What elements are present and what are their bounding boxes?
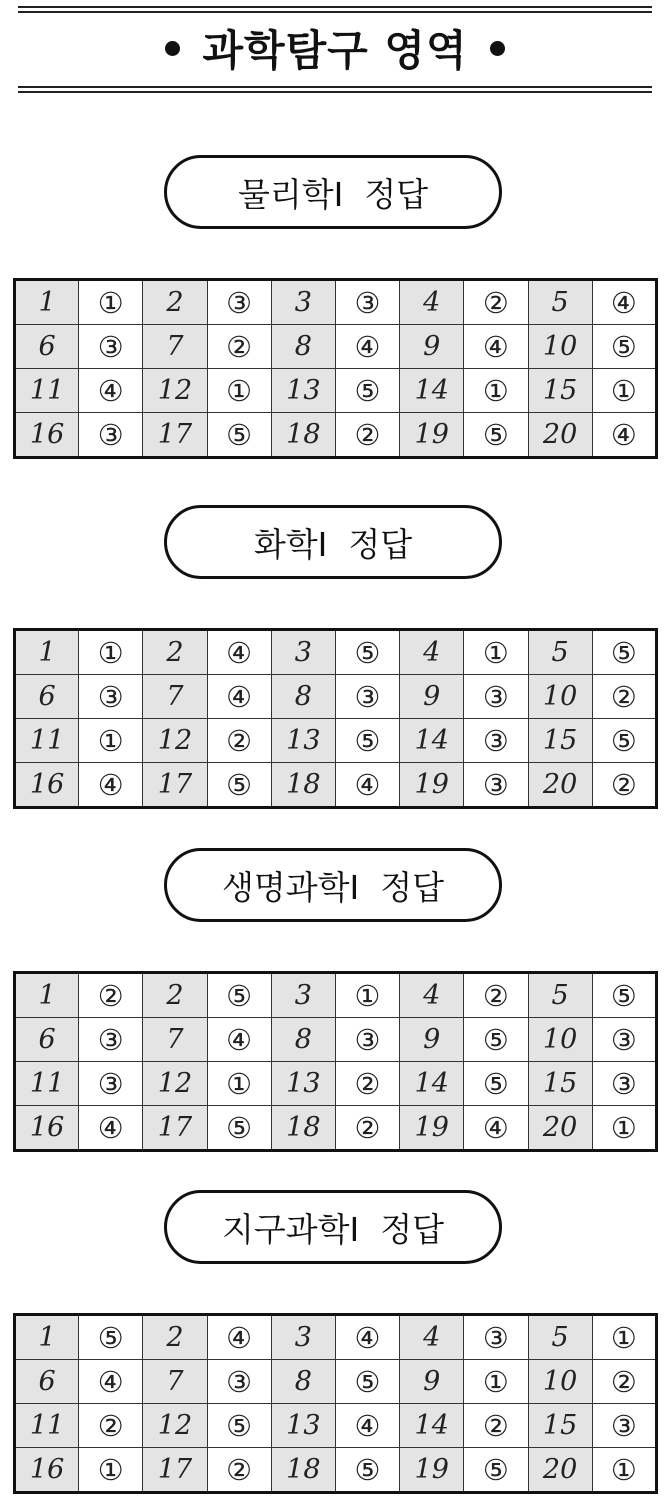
question-number: 15 — [528, 719, 592, 763]
answer-choice: ② — [335, 1106, 399, 1151]
answer-choice: ① — [79, 719, 143, 763]
question-number: 20 — [528, 763, 592, 808]
question-number: 10 — [528, 675, 592, 719]
question-number: 6 — [15, 1018, 79, 1062]
answer-table-earth-science — [13, 1313, 658, 1494]
table-row — [15, 325, 657, 369]
table-row — [15, 413, 657, 458]
answer-choice: ③ — [207, 1360, 271, 1404]
answer-choice: ④ — [79, 1106, 143, 1151]
header-bottom-rule — [18, 86, 652, 88]
question-number: 7 — [143, 675, 207, 719]
question-number: 8 — [271, 325, 335, 369]
answer-choice: ④ — [335, 763, 399, 808]
question-number: 8 — [271, 1360, 335, 1404]
question-number: 19 — [400, 1448, 464, 1493]
answer-choice: ⑤ — [335, 1360, 399, 1404]
question-number: 17 — [143, 413, 207, 458]
answer-choice: ⑤ — [592, 973, 656, 1018]
question-number: 6 — [15, 325, 79, 369]
question-number: 2 — [143, 280, 207, 325]
question-number: 8 — [271, 675, 335, 719]
answer-table-chemistry — [13, 628, 658, 809]
answer-choice: ② — [207, 719, 271, 763]
question-number: 14 — [400, 1404, 464, 1448]
question-number: 8 — [271, 1018, 335, 1062]
question-number: 4 — [400, 1315, 464, 1360]
answer-choice: ④ — [335, 1404, 399, 1448]
answer-choice: ⑤ — [592, 719, 656, 763]
answer-table-physics — [13, 278, 658, 459]
header-bottom-rule-inner — [18, 91, 652, 93]
question-number: 18 — [271, 1448, 335, 1493]
question-number: 13 — [271, 1062, 335, 1106]
answer-choice: ① — [464, 369, 528, 413]
question-number: 17 — [143, 1106, 207, 1151]
answer-choice: ⑤ — [335, 369, 399, 413]
table-row — [15, 719, 657, 763]
answer-choice: ④ — [207, 630, 271, 675]
question-number: 15 — [528, 369, 592, 413]
answer-choice: ③ — [464, 763, 528, 808]
answer-choice: ② — [207, 1448, 271, 1493]
answer-choice: ④ — [592, 413, 656, 458]
answer-choice: ④ — [464, 325, 528, 369]
table-row — [15, 675, 657, 719]
answer-choice: ③ — [79, 1062, 143, 1106]
question-number: 20 — [528, 413, 592, 458]
table-row — [15, 1062, 657, 1106]
bullet-icon — [165, 41, 180, 56]
question-number: 6 — [15, 675, 79, 719]
question-number: 1 — [15, 630, 79, 675]
bullet-icon — [490, 41, 505, 56]
table-row — [15, 1018, 657, 1062]
question-number: 1 — [15, 280, 79, 325]
answer-choice: ④ — [335, 1315, 399, 1360]
question-number: 20 — [528, 1106, 592, 1151]
answer-choice: ① — [335, 973, 399, 1018]
answer-choice: ⑤ — [335, 1448, 399, 1493]
section-title-life-science: 생명과학Ⅰ 정답 — [164, 848, 502, 922]
table-row — [15, 973, 657, 1018]
question-number: 10 — [528, 1360, 592, 1404]
table-row — [15, 280, 657, 325]
answer-choice: ① — [79, 1448, 143, 1493]
question-number: 9 — [400, 1360, 464, 1404]
question-number: 3 — [271, 973, 335, 1018]
question-number: 10 — [528, 1018, 592, 1062]
question-number: 10 — [528, 325, 592, 369]
question-number: 18 — [271, 1106, 335, 1151]
answer-choice: ② — [592, 675, 656, 719]
section-title-physics: 물리학Ⅰ 정답 — [164, 155, 502, 229]
answer-choice: ① — [592, 369, 656, 413]
answer-choice: ② — [464, 280, 528, 325]
question-number: 1 — [15, 973, 79, 1018]
answer-choice: ① — [592, 1315, 656, 1360]
answer-choice: ③ — [335, 1018, 399, 1062]
answer-choice: ② — [335, 1062, 399, 1106]
answer-choice: ③ — [592, 1018, 656, 1062]
table-row — [15, 1106, 657, 1151]
question-number: 12 — [143, 719, 207, 763]
answer-choice: ④ — [79, 1360, 143, 1404]
question-number: 14 — [400, 719, 464, 763]
answer-choice: ① — [207, 1062, 271, 1106]
question-number: 13 — [271, 369, 335, 413]
answer-choice: ③ — [79, 675, 143, 719]
question-number: 11 — [15, 1062, 79, 1106]
answer-choice: ⑤ — [79, 1315, 143, 1360]
answer-choice: ③ — [79, 325, 143, 369]
question-number: 14 — [400, 1062, 464, 1106]
answer-choice: ⑤ — [592, 630, 656, 675]
question-number: 13 — [271, 1404, 335, 1448]
question-number: 12 — [143, 1404, 207, 1448]
question-number: 13 — [271, 719, 335, 763]
answer-choice: ③ — [207, 280, 271, 325]
answer-choice: ⑤ — [335, 630, 399, 675]
answer-choice: ② — [79, 973, 143, 1018]
answer-choice: ⑤ — [207, 763, 271, 808]
answer-choice: ④ — [592, 280, 656, 325]
answer-choice: ④ — [464, 1106, 528, 1151]
answer-choice: ③ — [335, 280, 399, 325]
answer-choice: ① — [79, 280, 143, 325]
question-number: 16 — [15, 763, 79, 808]
table-row — [15, 630, 657, 675]
answer-choice: ① — [207, 369, 271, 413]
answer-choice: ① — [464, 630, 528, 675]
question-number: 9 — [400, 1018, 464, 1062]
question-number: 18 — [271, 413, 335, 458]
answer-choice: ③ — [464, 1315, 528, 1360]
question-number: 19 — [400, 413, 464, 458]
answer-choice: ④ — [207, 1315, 271, 1360]
question-number: 15 — [528, 1404, 592, 1448]
answer-choice: ③ — [592, 1404, 656, 1448]
question-number: 3 — [271, 280, 335, 325]
answer-choice: ⑤ — [207, 1106, 271, 1151]
answer-choice: ⑤ — [464, 413, 528, 458]
table-row — [15, 763, 657, 808]
question-number: 7 — [143, 325, 207, 369]
question-number: 1 — [15, 1315, 79, 1360]
question-number: 16 — [15, 1448, 79, 1493]
table-row — [15, 1404, 657, 1448]
answer-choice: ① — [592, 1448, 656, 1493]
question-number: 4 — [400, 973, 464, 1018]
answer-choice: ④ — [207, 1018, 271, 1062]
answer-choice: ② — [335, 413, 399, 458]
question-number: 4 — [400, 630, 464, 675]
answer-choice: ④ — [79, 763, 143, 808]
table-row — [15, 369, 657, 413]
question-number: 19 — [400, 1106, 464, 1151]
question-number: 16 — [15, 413, 79, 458]
answer-choice: ① — [464, 1360, 528, 1404]
answer-choice: ⑤ — [335, 719, 399, 763]
answer-table-life-science — [13, 971, 658, 1152]
question-number: 9 — [400, 325, 464, 369]
question-number: 15 — [528, 1062, 592, 1106]
answer-choice: ② — [464, 1404, 528, 1448]
question-number: 17 — [143, 763, 207, 808]
question-number: 20 — [528, 1448, 592, 1493]
question-number: 3 — [271, 1315, 335, 1360]
page-title-text: 과학탐구 영역 — [202, 26, 468, 75]
answer-choice: ① — [79, 630, 143, 675]
question-number: 7 — [143, 1360, 207, 1404]
question-number: 17 — [143, 1448, 207, 1493]
question-number: 12 — [143, 1062, 207, 1106]
question-number: 3 — [271, 630, 335, 675]
answer-choice: ② — [592, 1360, 656, 1404]
answer-choice: ③ — [464, 719, 528, 763]
question-number: 11 — [15, 1404, 79, 1448]
answer-choice: ② — [592, 763, 656, 808]
table-row — [15, 1315, 657, 1360]
question-number: 5 — [528, 973, 592, 1018]
answer-choice: ② — [464, 973, 528, 1018]
answer-choice: ⑤ — [207, 1404, 271, 1448]
question-number: 11 — [15, 369, 79, 413]
answer-choice: ⑤ — [592, 325, 656, 369]
answer-choice: ⑤ — [464, 1448, 528, 1493]
question-number: 2 — [143, 630, 207, 675]
question-number: 14 — [400, 369, 464, 413]
question-number: 11 — [15, 719, 79, 763]
question-number: 4 — [400, 280, 464, 325]
answer-choice: ④ — [335, 325, 399, 369]
table-row — [15, 1360, 657, 1404]
table-row — [15, 1448, 657, 1493]
answer-choice: ⑤ — [207, 973, 271, 1018]
answer-choice: ③ — [464, 675, 528, 719]
question-number: 5 — [528, 630, 592, 675]
question-number: 6 — [15, 1360, 79, 1404]
answer-choice: ③ — [335, 675, 399, 719]
answer-choice: ③ — [592, 1062, 656, 1106]
question-number: 7 — [143, 1018, 207, 1062]
answer-choice: ② — [207, 325, 271, 369]
question-number: 19 — [400, 763, 464, 808]
page-title — [0, 0, 670, 96]
answer-choice: ④ — [207, 675, 271, 719]
answer-choice: ③ — [79, 1018, 143, 1062]
question-number: 9 — [400, 675, 464, 719]
answer-choice: ③ — [79, 413, 143, 458]
answer-choice: ② — [79, 1404, 143, 1448]
question-number: 2 — [143, 973, 207, 1018]
answer-choice: ⑤ — [464, 1062, 528, 1106]
answer-choice: ① — [592, 1106, 656, 1151]
question-number: 5 — [528, 280, 592, 325]
question-number: 12 — [143, 369, 207, 413]
section-title-chemistry: 화학Ⅰ 정답 — [164, 505, 502, 579]
answer-choice: ④ — [79, 369, 143, 413]
answer-choice: ⑤ — [207, 413, 271, 458]
section-title-earth-science: 지구과학Ⅰ 정답 — [164, 1190, 502, 1264]
question-number: 5 — [528, 1315, 592, 1360]
question-number: 16 — [15, 1106, 79, 1151]
question-number: 18 — [271, 763, 335, 808]
question-number: 2 — [143, 1315, 207, 1360]
answer-choice: ⑤ — [464, 1018, 528, 1062]
